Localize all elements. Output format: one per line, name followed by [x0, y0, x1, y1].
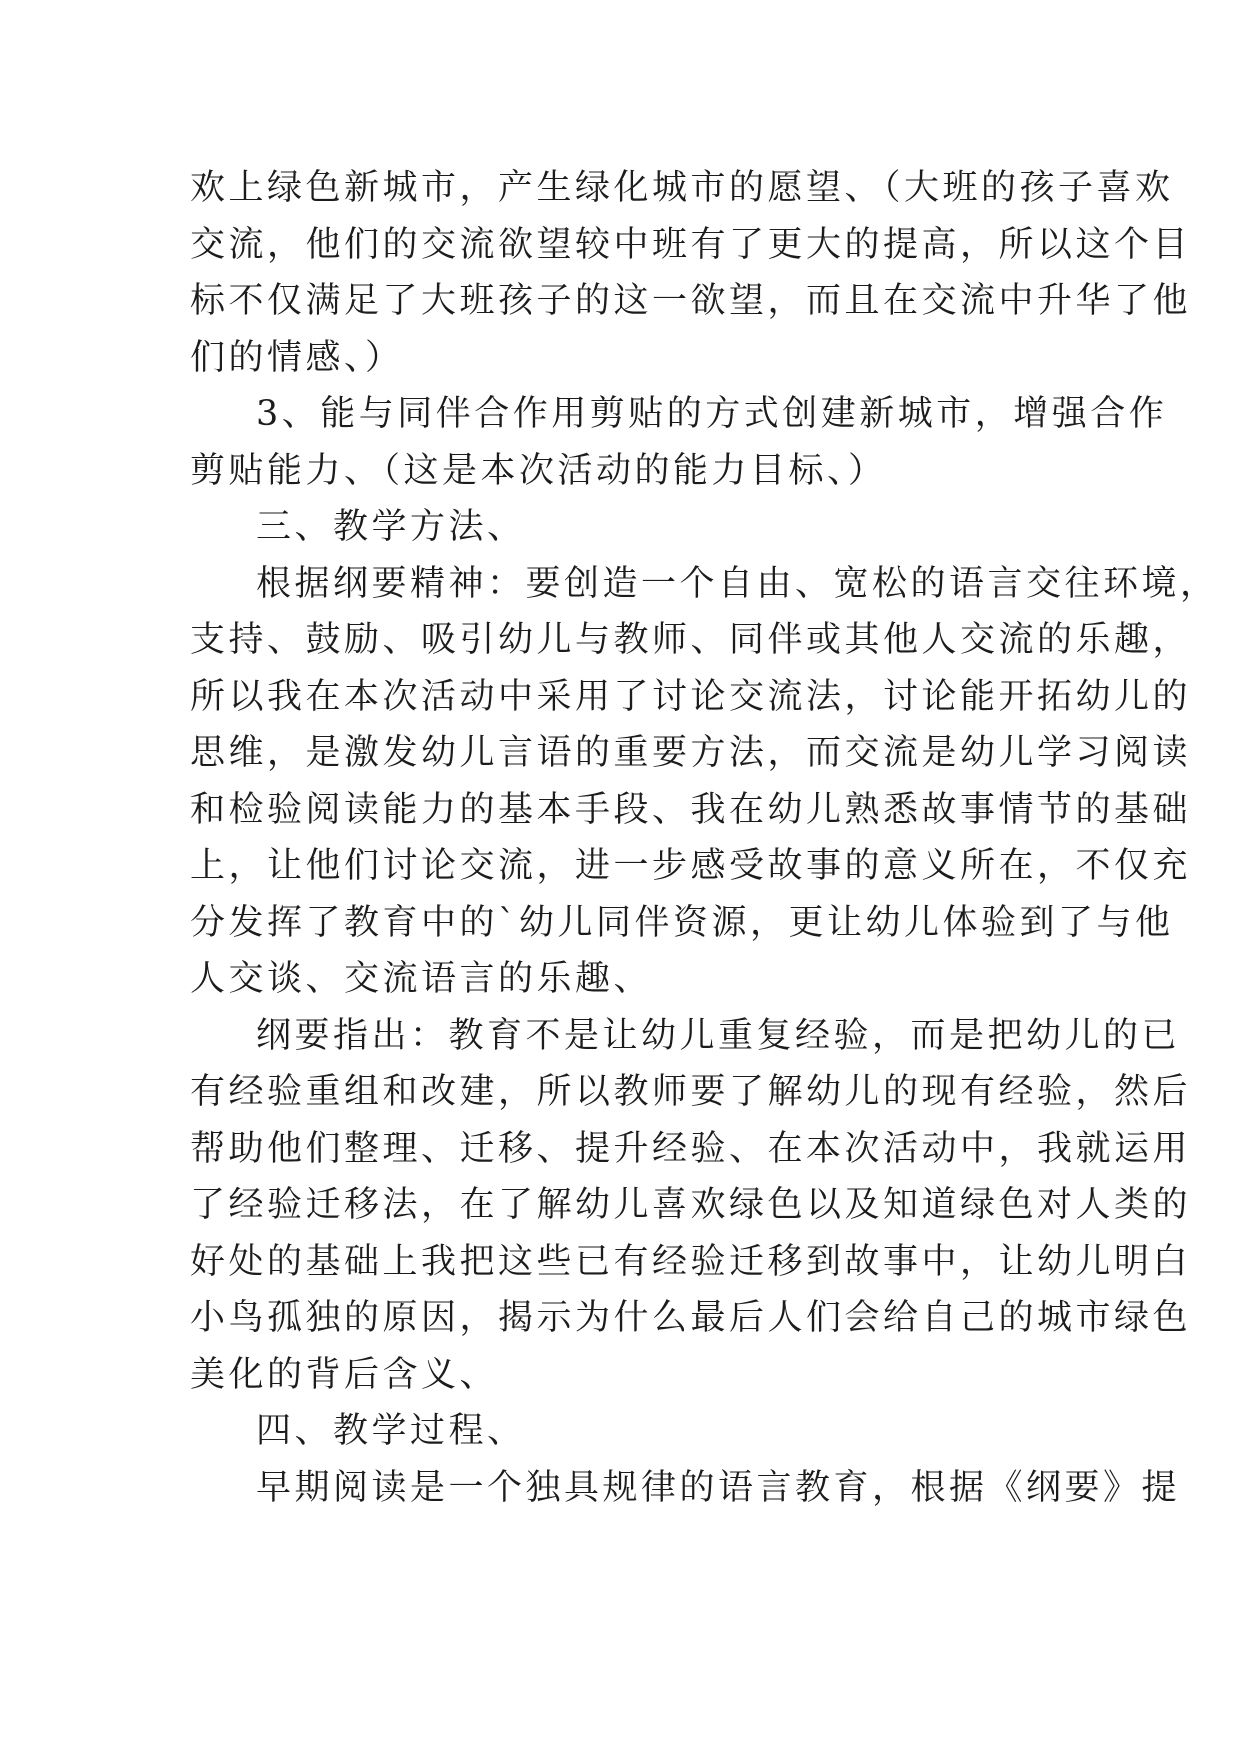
text-line: 早期阅读是一个独具规律的语言教育，根据《纲要》提	[256, 1467, 1181, 1508]
text-line: 欢上绿色新城市，产生绿化城市的愿望、（大班的孩子喜欢	[190, 168, 1174, 208]
text-line: 分发挥了教育中的`幼儿同伴资源，更让幼儿体验到了与他	[190, 902, 1174, 943]
text-line: 小鸟孤独的原因，揭示为什么最后人们会给自己的城市绿色	[190, 1298, 1192, 1338]
body-text	[190, 160, 1219, 1516]
text-line: 所以我在本次活动中采用了讨论交流法，讨论能开拓幼儿的	[190, 676, 1192, 717]
text-line: 好处的基础上我把这些已有经验迁移到故事中，让幼儿明白	[190, 1241, 1192, 1282]
text-line: 了经验迁移法，在了解幼儿喜欢绿色以及知道绿色对人类的	[190, 1185, 1192, 1225]
text-line: 和检验阅读能力的基本手段、我在幼儿熟悉故事情节的基础	[190, 789, 1192, 830]
text-line: 上，让他们讨论交流，进一步感受故事的意义所在，不仅充	[190, 846, 1192, 886]
text-line: 纲要指出：教育不是让幼儿重复经验，而是把幼儿的已	[256, 1015, 1181, 1056]
text-line: 们的情感、）	[190, 337, 404, 378]
text-line: 支持、鼓励、吸引幼儿与教师、同伴或其他人交流的乐趣，	[190, 620, 1192, 660]
text-line: 剪贴能力、（这是本次活动的能力目标、）	[190, 450, 887, 491]
text-line: 四、教学过程、	[256, 1411, 526, 1451]
text-line: 标不仅满足了大班孩子的这一欲望，而且在交流中升华了他	[190, 281, 1192, 321]
text-line: 根据纲要精神：要创造一个自由、宽松的语言交往环境，	[256, 563, 1219, 604]
text-line: 帮助他们整理、迁移、提升经验、在本次活动中，我就运用	[190, 1128, 1192, 1169]
text-line: 思维，是激发幼儿言语的重要方法，而交流是幼儿学习阅读	[190, 733, 1192, 773]
text-line: 三、教学方法、	[256, 507, 526, 547]
text-line: 有经验重组和改建，所以教师要了解幼儿的现有经验，然后	[190, 1072, 1192, 1112]
text-line: 3、能与同伴合作用剪贴的方式创建新城市，增强合作	[256, 394, 1168, 434]
text-line: 美化的背后含义、	[190, 1354, 499, 1395]
text-line: 交流，他们的交流欲望较中班有了更大的提高，所以这个目	[190, 224, 1192, 265]
text-line: 人交谈、交流语言的乐趣、	[190, 959, 653, 999]
